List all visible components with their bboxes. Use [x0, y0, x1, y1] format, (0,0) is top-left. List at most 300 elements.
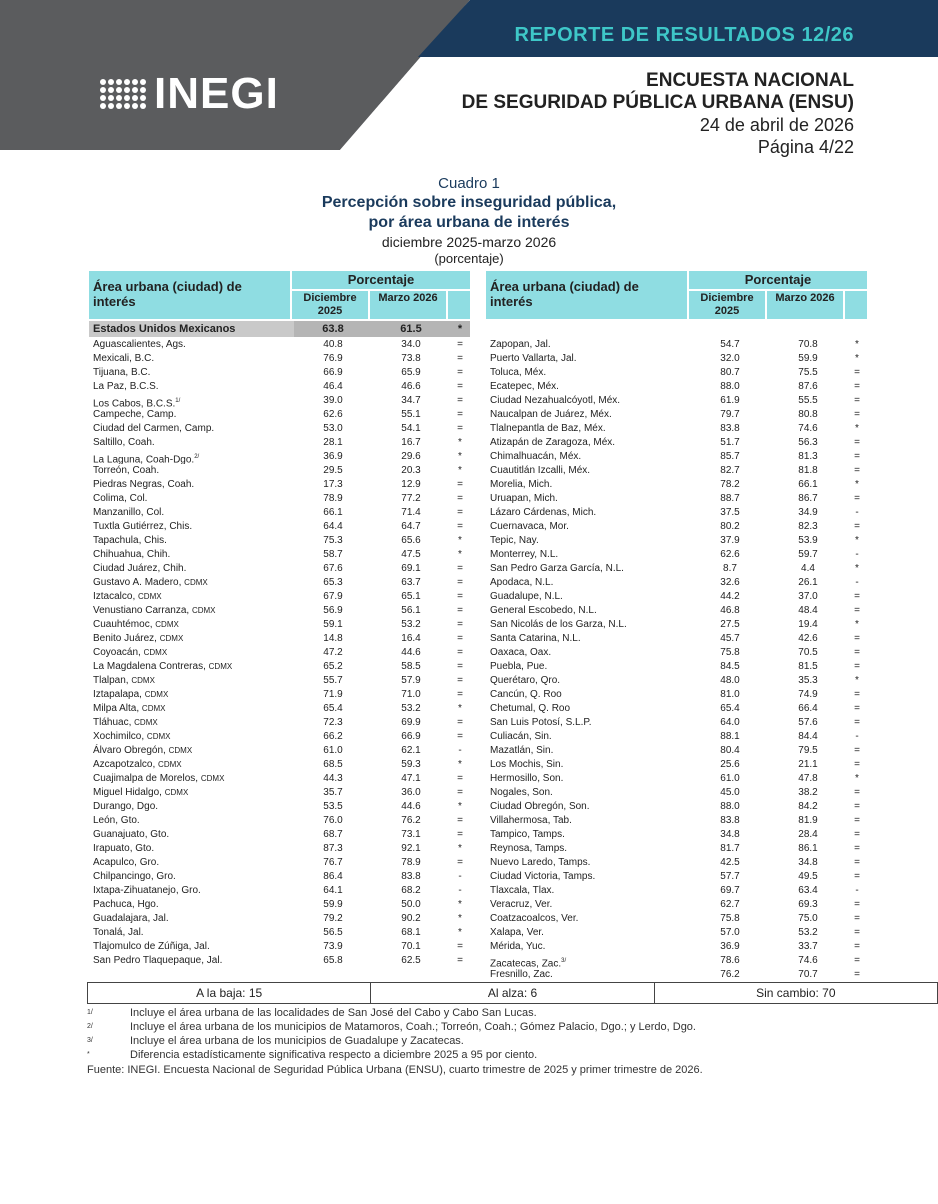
row-area: Guadalajara, Jal.: [93, 913, 169, 924]
table-row: [486, 660, 867, 674]
row-dec: 34.8: [720, 829, 740, 840]
table-row: [486, 758, 867, 772]
row-area: La Laguna, Coah-Dgo.$^{2/}$: [93, 454, 200, 464]
row-area: Gustavo A. Madero, CDMX: [93, 577, 208, 588]
row-dec: 37.9: [720, 535, 740, 546]
row-dec: 14.8: [323, 633, 343, 644]
row-sig: =: [457, 689, 463, 700]
row-area: Guanajuato, Gto.: [93, 829, 170, 840]
row-mar: 29.6: [401, 451, 421, 462]
row-mar: 46.6: [401, 381, 421, 392]
row-mar: 35.3: [798, 675, 818, 686]
table-number: Cuadro 1: [438, 175, 500, 192]
table-row: [89, 842, 470, 856]
row-mar: 74.9: [798, 689, 818, 700]
row-sig: =: [457, 493, 463, 504]
row-dec: 88.1: [720, 731, 740, 742]
row-mar: 65.1: [401, 591, 421, 602]
row-sig: *: [458, 927, 462, 938]
row-sig: *: [855, 423, 859, 434]
row-area: Tláhuac, CDMX: [93, 717, 158, 728]
row-mar: 70.8: [798, 339, 818, 350]
row-dec: 64.1: [323, 885, 343, 896]
row-mar: 57.6: [798, 717, 818, 728]
row-mar: 47.8: [798, 773, 818, 784]
row-dec: 27.5: [720, 619, 740, 630]
row-dec: 71.9: [323, 689, 343, 700]
summary-up: Al alza: 6: [371, 983, 654, 1003]
row-mar: 65.9: [401, 367, 421, 378]
table-row: [89, 744, 470, 758]
row-dec: 36.9: [323, 451, 343, 462]
row-mar: 75.5: [798, 367, 818, 378]
row-sig: -: [855, 549, 859, 560]
row-area: Manzanillo, Col.: [93, 507, 165, 518]
row-mar: 73.8: [401, 353, 421, 364]
row-sig: =: [854, 367, 860, 378]
logo-text: INEGI: [154, 69, 279, 118]
column-header-mar: Marzo 2026: [767, 291, 843, 319]
column-header-area: Área urbana (ciudad) de interés: [89, 271, 290, 319]
row-sig: *: [855, 479, 859, 490]
row-area: Tepic, Nay.: [490, 535, 539, 546]
footnotes: [87, 1006, 703, 1077]
row-sig: -: [458, 745, 462, 756]
row-area: Nuevo Laredo, Tamps.: [490, 857, 591, 868]
row-mar: 44.6: [401, 647, 421, 658]
row-area: Cuautitlán Izcalli, Méx.: [490, 465, 591, 476]
table-row: [89, 436, 470, 450]
row-mar: 47.5: [401, 549, 421, 560]
row-mar: 90.2: [401, 913, 421, 924]
table-row: [89, 702, 470, 716]
table-row: [89, 632, 470, 646]
table-row: [89, 352, 470, 366]
row-mar: 56.3: [798, 437, 818, 448]
row-area: Mazatlán, Sin.: [490, 745, 554, 756]
row-sig: -: [458, 871, 462, 882]
row-dec: 51.7: [720, 437, 740, 448]
table-row: [486, 744, 867, 758]
table-header: [89, 271, 470, 319]
row-sig: =: [457, 423, 463, 434]
row-sig: *: [458, 843, 462, 854]
row-sig: =: [457, 857, 463, 868]
row-dec: 59.9: [323, 899, 343, 910]
row-mar: 36.0: [401, 787, 421, 798]
row-area: Tlalnepantla de Baz, Méx.: [490, 423, 606, 434]
row-dec: 67.6: [323, 563, 343, 574]
column-header-percentage: Porcentaje: [292, 271, 470, 289]
row-sig: =: [854, 661, 860, 672]
row-area: Chilpancingo, Gro.: [93, 871, 176, 882]
row-mar: 55.5: [798, 395, 818, 406]
row-area: Cuernavaca, Mor.: [490, 521, 569, 532]
row-sig: =: [854, 493, 860, 504]
row-mar: 50.0: [401, 899, 421, 910]
row-mar: 59.3: [401, 759, 421, 770]
table-row: [486, 870, 867, 884]
row-sig: =: [457, 633, 463, 644]
row-mar: 53.2: [401, 703, 421, 714]
row-sig: =: [854, 633, 860, 644]
row-dec: 25.6: [720, 759, 740, 770]
row-mar: 4.4: [801, 563, 815, 574]
row-sig: -: [855, 885, 859, 896]
row-area: Culiacán, Sin.: [490, 731, 552, 742]
table-row: [89, 618, 470, 632]
row-dec: 87.3: [323, 843, 343, 854]
row-mar: 28.4: [798, 829, 818, 840]
table-row: [486, 828, 867, 842]
row-mar: 61.5: [372, 321, 450, 337]
table-row: [89, 884, 470, 898]
row-mar: 47.1: [401, 773, 421, 784]
table-row: [486, 912, 867, 926]
row-sig: =: [854, 591, 860, 602]
row-area: Cuauhtémoc, CDMX: [93, 619, 179, 630]
table-row: [89, 534, 470, 548]
row-area: Coyoacán, CDMX: [93, 647, 168, 658]
row-mar: 69.9: [401, 717, 421, 728]
row-sig: =: [457, 563, 463, 574]
row-area: Uruapan, Mich.: [490, 493, 558, 504]
summary-bar: [87, 982, 938, 1004]
row-mar: 54.1: [401, 423, 421, 434]
row-dec: 62.7: [720, 899, 740, 910]
row-sig: =: [854, 521, 860, 532]
row-dec: 56.5: [323, 927, 343, 938]
column-header-sig: [845, 291, 867, 319]
row-area: Naucalpan de Juárez, Méx.: [490, 409, 612, 420]
row-area: Fresnillo, Zac.: [490, 969, 553, 980]
table-row: [486, 618, 867, 632]
row-mar: 59.7: [798, 549, 818, 560]
row-sig: *: [855, 339, 859, 350]
row-sig: =: [854, 843, 860, 854]
table-row: [89, 338, 470, 352]
row-area: Tapachula, Chis.: [93, 535, 167, 546]
table-row: [486, 674, 867, 688]
row-sig: -: [855, 577, 859, 588]
row-dec: 46.4: [323, 381, 343, 392]
row-area: Tampico, Tamps.: [490, 829, 565, 840]
row-dec: 66.2: [323, 731, 343, 742]
row-sig: =: [854, 703, 860, 714]
row-area: La Paz, B.C.S.: [93, 381, 159, 392]
row-area: Campeche, Camp.: [93, 409, 177, 420]
row-mar: 21.1: [798, 759, 818, 770]
row-sig: =: [854, 787, 860, 798]
table-row: [89, 394, 470, 408]
row-dec: 83.8: [720, 815, 740, 826]
row-area: Álvaro Obregón, CDMX: [93, 745, 193, 756]
row-dec: 69.7: [720, 885, 740, 896]
table-row: [486, 856, 867, 870]
row-dec: 88.0: [720, 381, 740, 392]
row-mar: 70.1: [401, 941, 421, 952]
row-sig: =: [854, 647, 860, 658]
row-mar: 38.2: [798, 787, 818, 798]
row-sig: -: [855, 507, 859, 518]
table-header: [486, 271, 867, 319]
row-dec: 64.4: [323, 521, 343, 532]
table-row: [89, 492, 470, 506]
row-sig: =: [457, 479, 463, 490]
row-dec: 79.7: [720, 409, 740, 420]
row-sig: *: [855, 675, 859, 686]
table-row: [486, 352, 867, 366]
row-dec: 76.7: [323, 857, 343, 868]
row-dec: 76.2: [720, 969, 740, 980]
table-row: [89, 940, 470, 954]
row-dec: 65.8: [323, 955, 343, 966]
row-area: Colima, Col.: [93, 493, 148, 504]
row-dec: 47.2: [323, 647, 343, 658]
row-mar: 70.7: [798, 969, 818, 980]
table-unit: (porcentaje): [434, 251, 504, 266]
row-mar: 55.1: [401, 409, 421, 420]
row-sig: =: [457, 577, 463, 588]
row-area: Zapopan, Jal.: [490, 339, 551, 350]
table-row: [486, 436, 867, 450]
row-dec: 86.4: [323, 871, 343, 882]
table-row: [486, 464, 867, 478]
row-sig: =: [457, 717, 463, 728]
row-dec: 82.7: [720, 465, 740, 476]
row-dec: 56.9: [323, 605, 343, 616]
row-sig: *: [458, 451, 462, 462]
table-row: [486, 898, 867, 912]
row-sig: =: [457, 409, 463, 420]
row-dec: 45.7: [720, 633, 740, 644]
row-dec: 35.7: [323, 787, 343, 798]
publication-date: 24 de abril de 2026: [699, 115, 854, 135]
row-dec: 66.9: [323, 367, 343, 378]
row-area: León, Gto.: [93, 815, 140, 826]
table-row: [486, 954, 867, 968]
row-mar: 62.5: [401, 955, 421, 966]
table-row: [89, 898, 470, 912]
table-row: [486, 408, 867, 422]
table-row: [89, 408, 470, 422]
column-header-dec: Diciembre 2025: [689, 291, 765, 319]
row-dec: 78.2: [720, 479, 740, 490]
logo-dots-icon: [100, 79, 146, 109]
table-row: [89, 758, 470, 772]
row-mar: 74.6: [798, 955, 818, 966]
table-row-national: [89, 321, 470, 337]
table-row: [89, 478, 470, 492]
row-sig: =: [854, 857, 860, 868]
row-sig: *: [855, 535, 859, 546]
row-area: Zacatecas, Zac.$^{3/}$: [490, 958, 567, 968]
table-row: [89, 562, 470, 576]
row-sig: =: [854, 899, 860, 910]
row-area: Torreón, Coah.: [93, 465, 160, 476]
table-row: [486, 842, 867, 856]
table-row: [89, 464, 470, 478]
row-dec: 55.7: [323, 675, 343, 686]
row-sig: *: [855, 563, 859, 574]
row-sig: =: [457, 731, 463, 742]
row-mar: 69.3: [798, 899, 818, 910]
row-area: Santa Catarina, N.L.: [490, 633, 581, 644]
row-area: Ecatepec, Méx.: [490, 381, 559, 392]
row-mar: 34.0: [401, 339, 421, 350]
table-row: [486, 646, 867, 660]
row-sig: =: [457, 829, 463, 840]
row-area: Apodaca, N.L.: [490, 577, 554, 588]
row-area: Miguel Hidalgo, CDMX: [93, 787, 189, 798]
row-mar: 12.9: [401, 479, 421, 490]
row-mar: 68.2: [401, 885, 421, 896]
table-row: [89, 870, 470, 884]
row-sig: =: [457, 619, 463, 630]
row-sig: =: [457, 773, 463, 784]
table-row: [89, 786, 470, 800]
row-mar: 70.5: [798, 647, 818, 658]
row-mar: 75.0: [798, 913, 818, 924]
survey-name-line2: DE SEGURIDAD PÚBLICA URBANA (ENSU): [461, 92, 854, 113]
row-area: Estados Unidos Mexicanos: [93, 323, 236, 335]
row-sig: =: [457, 591, 463, 602]
row-dec: 78.9: [323, 493, 343, 504]
row-sig: =: [854, 969, 860, 980]
row-mar: 53.2: [798, 927, 818, 938]
table-row: [486, 814, 867, 828]
row-mar: 33.7: [798, 941, 818, 952]
row-mar: 53.9: [798, 535, 818, 546]
row-area: Milpa Alta, CDMX: [93, 703, 166, 714]
table-row: [486, 702, 867, 716]
row-area: Mexicali, B.C.: [93, 353, 155, 364]
row-mar: 74.6: [798, 423, 818, 434]
row-sig: *: [458, 913, 462, 924]
row-sig: =: [457, 955, 463, 966]
table-row: [89, 828, 470, 842]
row-dec: 57.0: [720, 927, 740, 938]
row-area: Ciudad del Carmen, Camp.: [93, 423, 215, 434]
row-sig: =: [854, 465, 860, 476]
table-row: [89, 814, 470, 828]
row-mar: 34.8: [798, 857, 818, 868]
row-dec: 80.4: [720, 745, 740, 756]
row-sig: =: [854, 913, 860, 924]
row-sig: =: [457, 353, 463, 364]
table-row: [89, 954, 470, 968]
row-sig: =: [457, 339, 463, 350]
row-sig: =: [854, 689, 860, 700]
row-area: San Luis Potosí, S.L.P.: [490, 717, 592, 728]
row-dec: 72.3: [323, 717, 343, 728]
footnote: 1/ Incluye el área urbana de las localidades de San José del Cabo y Cabo San Lucas.: [87, 1007, 537, 1019]
column-header-dec: Diciembre 2025: [292, 291, 368, 319]
row-mar: 68.1: [401, 927, 421, 938]
row-sig: =: [854, 829, 860, 840]
row-dec: 65.4: [323, 703, 343, 714]
row-mar: 16.7: [401, 437, 421, 448]
row-sig: =: [854, 717, 860, 728]
table-row: [486, 716, 867, 730]
table-body-right: [486, 321, 867, 982]
table-row: [89, 366, 470, 380]
row-area: San Pedro Garza García, N.L.: [490, 563, 624, 574]
row-dec: 65.4: [720, 703, 740, 714]
table-row: [486, 492, 867, 506]
row-area: Reynosa, Tamps.: [490, 843, 568, 854]
table-row: [486, 940, 867, 954]
row-mar: 76.2: [401, 815, 421, 826]
row-area: La Magdalena Contreras, CDMX: [93, 661, 233, 672]
row-sig: =: [854, 759, 860, 770]
row-area: Tuxtla Gutiérrez, Chis.: [93, 521, 193, 532]
row-area: Tlaxcala, Tlax.: [490, 885, 555, 896]
row-mar: 81.9: [798, 815, 818, 826]
row-sig: =: [457, 941, 463, 952]
table-row: [486, 688, 867, 702]
row-dec: 81.7: [720, 843, 740, 854]
row-sig: *: [458, 465, 462, 476]
row-dec: 17.3: [323, 479, 343, 490]
row-dec: 32.0: [720, 353, 740, 364]
table-title-line2: por área urbana de interés: [368, 214, 570, 231]
row-dec: 75.3: [323, 535, 343, 546]
table-row: [486, 394, 867, 408]
table-row: [486, 338, 867, 352]
row-mar: 92.1: [401, 843, 421, 854]
table-row: [89, 646, 470, 660]
row-mar: 81.8: [798, 465, 818, 476]
footnote: 3/ Incluye el área urbana de los municipios de Guadalupe y Zacatecas.: [87, 1035, 464, 1047]
row-area: Cancún, Q. Roo: [490, 689, 562, 700]
row-sig: =: [457, 395, 463, 406]
row-sig: =: [457, 675, 463, 686]
table-period: diciembre 2025-marzo 2026: [381, 234, 557, 250]
row-mar: 34.7: [401, 395, 421, 406]
row-sig: =: [854, 927, 860, 938]
row-mar: 19.4: [798, 619, 818, 630]
row-sig: =: [854, 941, 860, 952]
row-mar: 81.5: [798, 661, 818, 672]
row-sig: *: [458, 801, 462, 812]
row-mar: 71.0: [401, 689, 421, 700]
row-mar: 26.1: [798, 577, 818, 588]
row-dec: 75.8: [720, 647, 740, 658]
row-sig: =: [457, 507, 463, 518]
row-mar: 80.8: [798, 409, 818, 420]
row-mar: 59.9: [798, 353, 818, 364]
row-sig: *: [458, 549, 462, 560]
row-sig: *: [458, 535, 462, 546]
table-row: [89, 604, 470, 618]
table-row: [486, 730, 867, 744]
row-area: Los Cabos, B.C.S.$^{1/}$: [93, 398, 181, 408]
row-area: Chimalhuacán, Méx.: [490, 451, 582, 462]
row-spacer: [486, 321, 867, 338]
row-mar: 79.5: [798, 745, 818, 756]
row-dec: 53.0: [323, 423, 343, 434]
table-left-panel: [89, 271, 470, 968]
row-dec: 76.9: [323, 353, 343, 364]
row-sig: =: [457, 661, 463, 672]
table-row: [486, 590, 867, 604]
row-dec: 68.5: [323, 759, 343, 770]
table-row: [486, 926, 867, 940]
row-area: Hermosillo, Son.: [490, 773, 564, 784]
row-area: Monterrey, N.L.: [490, 549, 559, 560]
row-mar: 73.1: [401, 829, 421, 840]
